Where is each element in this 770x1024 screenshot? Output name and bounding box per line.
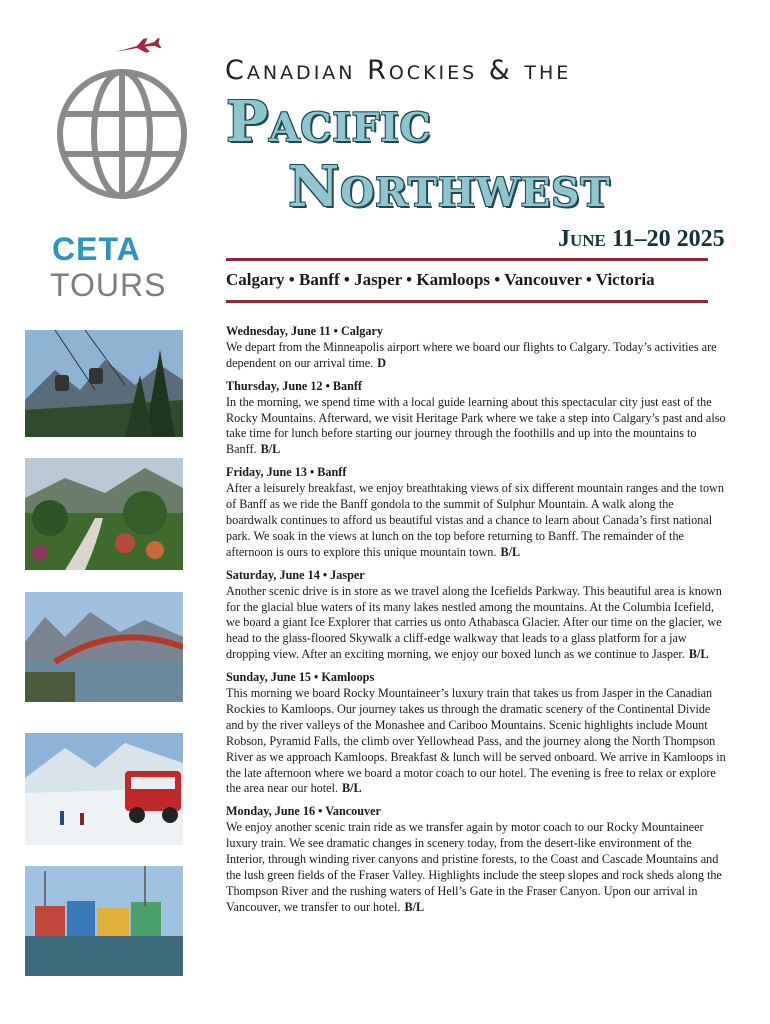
title-line-1: Canadian Rockies & the [225, 55, 572, 86]
day-description: We depart from the Minneapolis airport where we board our flights to Calgary. Today’s activities are dependent on our arrival time. [226, 339, 717, 370]
day-entry [226, 379, 726, 459]
divider-bottom [226, 300, 708, 303]
day-description: Another scenic drive is in store as we travel along the Icefields Parkway. This beautiful area is known for the glacial blue waters of its many lakes nestled among the mountains. At the Columbia Icefield, we board a giant Ice Explorer that carries us onto Athabasca Glacier. After our time on the glacier, we head to the glass-floored Skywalk a cliff-edge walkway that leads to a glass platform for a jaw dropping view. After an exciting morning, we enjoy our boxed lunch as we continue to Jasper. [226, 583, 722, 662]
meals-code: B/L [342, 781, 362, 796]
photo-harbour [25, 866, 183, 976]
meals-code: B/L [404, 899, 425, 914]
airplane-icon [114, 36, 162, 58]
day-heading: Wednesday, June 11 • Calgary [226, 324, 383, 338]
title-pacific: Pacific [226, 89, 432, 155]
day-entry [226, 670, 726, 797]
tour-dates: June 11–20 2025 [558, 226, 725, 252]
photo-ice-explorer [25, 733, 183, 845]
meals-code: D [377, 355, 387, 370]
day-heading: Monday, June 16 • Vancouver [226, 804, 381, 819]
photo-gondola [25, 330, 183, 437]
meals-code: B/L [500, 544, 521, 559]
day-description: In the morning, we spend time with a local guide learning about this spectacular city just east of the Rocky Mountains. Afterward, we visit Heritage Park where we take a step into Calgary’s past and also take time for lunch before starting our journey through the foothills and up into the mountains to Banff. [226, 394, 726, 457]
day-entry [226, 804, 726, 915]
logo-ceta-text: CETA [52, 231, 141, 267]
divider-top [226, 258, 708, 261]
logo-tours-text: TOURS [50, 267, 167, 303]
meals-code: B/L [688, 647, 709, 662]
day-description: We enjoy another scenic train ride as we transfer again by motor coach to our Rocky Mountaineer luxury train. We see dramatic changes in scenery today, from the desert-like environment of the Interior, through winding river canyons and pristine forests, to the Coast and Cascade Mountains and the lush green fields of the Fraser Valley. Highlights include the steep slopes and rock sheds along the Thompson River and the rushing waters of Hell’s Gate in the Fraser Canyon. Upon our arrival in Vancouver, we transfer to our hotel. [226, 820, 722, 914]
globe-icon [22, 36, 197, 236]
day-description: This morning we board Rocky Mountaineer’s luxury train that takes us from Jasper in the Canadian Rockies to Kamloops. Our journey takes us through the dramatic scenery of the Continental Divide and by the river valleys of the Monashee and Cariboo Mountains. Scenic highlights include Mount Robson, Pyramid Falls, the climb over Yellowhead Pass, and the journey along the North Thompson River as we approach Kamloops. Breakfast & lunch will be served onboard. We arrive in Kamloops in the late afternoon where we board a motor coach to our hotel. The evening is free to relax or explore the area near our hotel. [226, 686, 726, 796]
day-entry [226, 568, 726, 663]
day-entry [226, 465, 726, 560]
photo-bridge-jasper [25, 592, 183, 702]
meals-code: B/L [260, 442, 281, 457]
day-heading: Thursday, June 12 • Banff [226, 378, 362, 393]
day-heading: Saturday, June 14 • Jasper [226, 567, 365, 582]
cities-list: Calgary • Banff • Jasper • Kamloops • Vancouver • Victoria [226, 270, 655, 289]
photo-garden-path [25, 458, 183, 570]
itinerary [226, 324, 726, 923]
day-heading: Sunday, June 15 • Kamloops [226, 670, 375, 685]
title-northwest: Northwest [288, 154, 611, 220]
day-description: After a leisurely breakfast, we enjoy breathtaking views of six different mountain ranges and the town of Banff as we ride the Banff gondola to the summit of Sulphur Mountain. A walk along the boardwalk continues to afford us beautiful vistas and a chance to learn about Canada’s first national park. We soak in the views at lunch on the top before returning to Banff. The remainder of the afternoon is ours to explore this unique mountain town. [226, 481, 724, 559]
day-heading: Friday, June 13 • Banff [226, 465, 347, 480]
day-entry [226, 324, 726, 372]
